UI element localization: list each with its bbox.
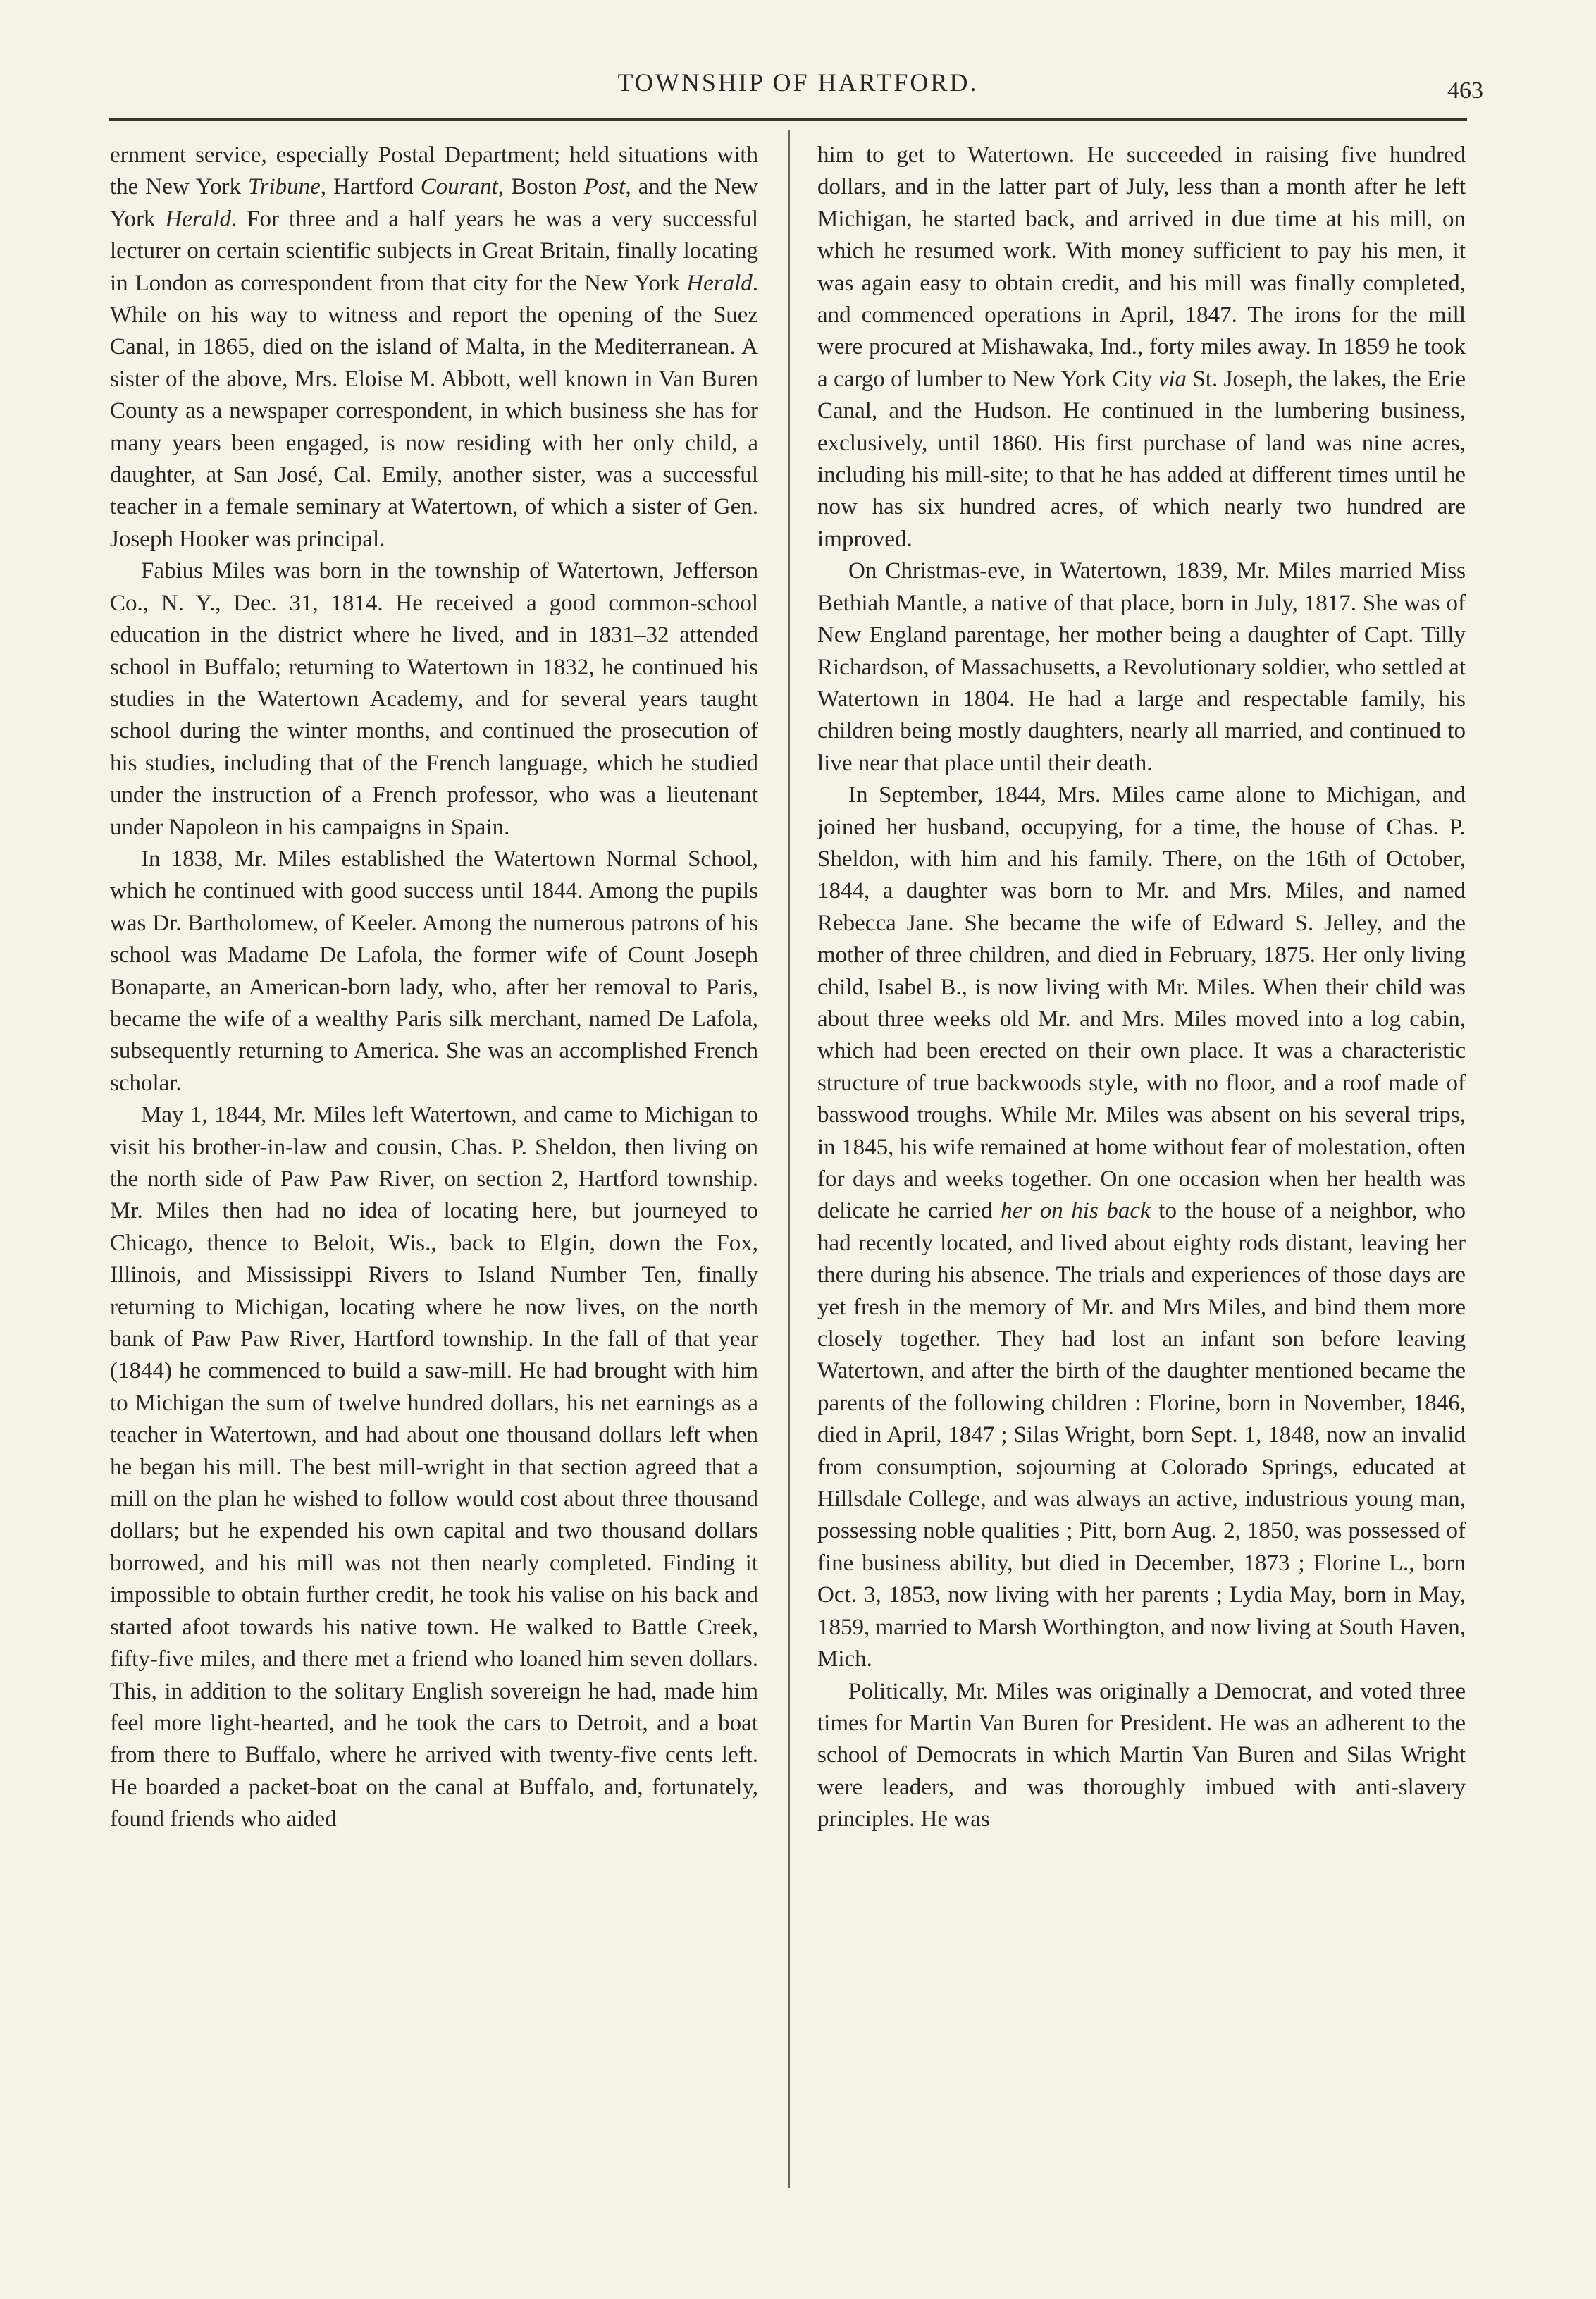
italic-text: Tribune: [248, 174, 321, 200]
right-column: [817, 140, 1466, 1836]
column-divider: [788, 130, 790, 2188]
text-run: to the house of a neighbor, who had recently located, and lived about eighty rods distant, leaving her there during his absence. The trials and experiences of those days are yet fresh in the memory of Mr. and Mrs Miles, and bind them more closely together. They had lost an infant son before leaving Watertown, and after the birth of the daughter mentioned became the parents of the following children : Florine, born in November, 1846, died in April, 1847 ; Silas Wright, born Sept. 1, 1848, now an invalid from consumption, sojourning at Colorado Springs, educated at Hillsdale College, and was always an active, industrious young man, possessing noble qualities ; Pitt, born Aug. 2, 1850, was possessed of fine business ability, but died in December, 1873 ; Florine L., born Oct. 3, 1853, now living with her parents ; Lydia May, born in May, 1859, married to Marsh Worthington, and now living at South Haven, Mich.: [817, 1198, 1466, 1672]
italic-text: Herald: [686, 270, 753, 296]
italic-text: via: [1158, 366, 1187, 392]
text-run: . While on his way to witness and report the opening of the Suez Canal, in 1865, died on the island of Malta, in the Mediterranean. A sister of the above, Mrs. Eloise M. Abbott, well known in Van Buren County as a newspaper correspondent, in which business she has for many years been engaged, is now residing with her only child, a daughter, at San José, Cal. Emily, another sister, was a successful teacher in a female seminary at Watertown, of which a sister of Gen. Joseph Hooker was principal.: [110, 270, 758, 552]
text-run: , Boston: [497, 174, 584, 200]
paragraph: [817, 779, 1466, 1675]
paragraph: In 1838, Mr. Miles established the Watertown Normal School, which he continued with good success until 1844. Among the pupils was Dr. Bartholomew, of Keeler. Among the numerous patrons of his school was Madame De Lafola, the former wife of Count Joseph Bonaparte, an American-born lady, who, after her removal to Paris, became the wife of a wealthy Paris silk merchant, named De Lafola, subsequently returning to America. She was an accomplished French scholar.: [110, 846, 758, 1096]
text-run: In September, 1844, Mrs. Miles came alone to Michigan, and joined her husband, occupying, for a time, the house of Chas. P. Sheldon, with him and his family. There, on the 16th of October, 1844, a daughter was born to Mr. and Mrs. Miles, and named Rebecca Jane. She became the wife of Edward S. Jelley, and the mother of three children, and died in February, 1875. Her only living child, Isabel B., is now living with Mr. Miles. When their child was about three weeks old Mr. and Mrs. Miles moved into a log cabin, which had been erected on their own place. It was a characteristic structure of true backwoods style, with no floor, and a roof made of basswood troughs. While Mr. Miles was absent on his several trips, in 1845, his wife remained at home without fear of molestation, often for days and weeks together. On one occasion when her health was delicate he carried: [817, 782, 1466, 1224]
text-run: him to get to Watertown. He succeeded in raising five hundred dollars, and in the latter part of July, less than a month after he left Michigan, he started back, and arrived in due time at his mill, on which he resumed work. With money sufficient to pay his men, it was again easy to obtain credit, and his mill was finally completed, and commenced operations in April, 1847. The irons for the mill were procured at Mishawaka, Ind., forty miles away. In 1859 he took a cargo of lumber to New York City: [817, 142, 1466, 392]
left-column: [110, 140, 758, 1836]
paragraph: On Christmas-eve, in Watertown, 1839, Mr. Miles married Miss Bethiah Mantle, a native of that place, born in July, 1817. She was of New England parentage, her mother being a daughter of Capt. Tilly Richardson, of Massachusetts, a Revolutionary soldier, who settled at Watertown in 1804. He had a large and respectable family, his children being mostly daughters, nearly all married, and continued to live near that place until their death.: [817, 558, 1466, 776]
text-run: ernment service, especially Postal Department; held situations with the New York: [110, 142, 758, 200]
page-number: 463: [1447, 78, 1483, 104]
text-run: , and the New York: [110, 174, 758, 232]
italic-text: Herald: [165, 206, 231, 232]
paragraph: Politically, Mr. Miles was originally a Democrat, and voted three times for Martin Van Buren for President. He was an adherent to the school of Democrats in which Martin Van Buren and Silas Wright were leaders, and was thoroughly imbued with anti-slavery principles. He was: [817, 1678, 1466, 1832]
italic-text: Courant: [420, 174, 498, 200]
paragraph: Fabius Miles was born in the township of Watertown, Jefferson Co., N. Y., Dec. 31, 1814. He received a good common-school education in the district where he lived, and in 1831–32 attended school in Buffalo; returning to Watertown in 1832, he continued his studies in the Watertown Academy, and for several years taught school during the winter months, and continued the prosecution of his studies, including that of the French language, which he studied under the instruction of a French professor, who was a lieutenant under Napoleon in his campaigns in Spain.: [110, 558, 758, 840]
paragraph: May 1, 1844, Mr. Miles left Watertown, and came to Michigan to visit his brother-in-law and cousin, Chas. P. Sheldon, then living on the north side of Paw Paw River, on section 2, Hartford township. Mr. Miles then had no idea of locating here, but journeyed to Chicago, thence to Beloit, Wis., back to Elgin, down the Fox, Illinois, and Mississippi Rivers to Island Number Ten, finally returning to Michigan, locating where he now lives, on the north bank of Paw Paw River, Hartford township. In the fall of that year (1844) he commenced to build a saw-mill. He had brought with him to Michigan the sum of twelve hundred dollars, his net earnings as a teacher in Watertown, and had about one thousand dollars left when he began his mill. The best mill-wright in that section agreed that a mill on the plan he wished to follow would cost about three thousand dollars; but he expended his own capital and two thousand dollars borrowed, and his mill was not then nearly completed. Finding it impossible to obtain further credit, he took his valise on his back and started afoot towards his native town. He walked to Battle Creek, fifty-five miles, and there met a friend who loaned him seven dollars. This, in addition to the solitary English sovereign he had, made him feel more light-hearted, and he took the cars to Detroit, and a boat from there to Buffalo, where he arrived with twenty-five cents left. He boarded a packet-boat on the canal at Buffalo, and, fortunately, found friends who aided: [110, 1102, 758, 1832]
text-run: . For three and a half years he was a very successful lecturer on certain scientific subjects in Great Britain, finally locating in London as correspondent from that city for the New York: [110, 206, 758, 296]
paragraph-continuation: [817, 140, 1466, 555]
text-run: St. Joseph, the lakes, the Erie Canal, and the Hudson. He continued in the lumbering business, exclusively, until 1860. His first purchase of land was nine acres, including his mill-site; to that he has added at different times until he now has six hundred acres, of which nearly two hundred are improved.: [817, 366, 1466, 552]
paragraph-continuation: [110, 140, 758, 555]
italic-text: Post: [583, 174, 626, 200]
running-head: TOWNSHIP OF HARTFORD.: [617, 68, 979, 97]
header-rule: [109, 118, 1467, 121]
italic-text: her on his back: [1001, 1198, 1151, 1224]
text-run: , Hartford: [320, 174, 421, 200]
